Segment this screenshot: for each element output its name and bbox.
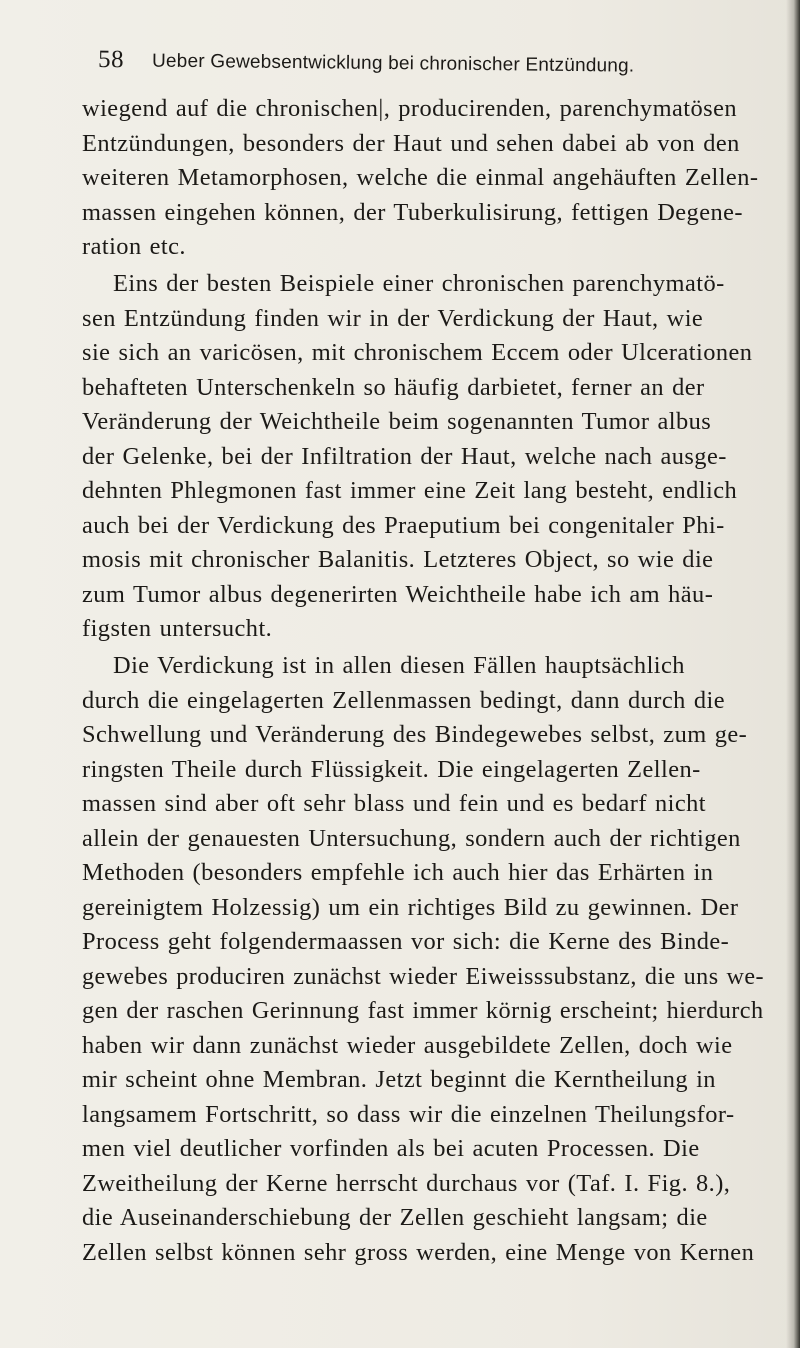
page-edge-shadow [786,0,800,1348]
text-line: der Gelenke, bei der Infiltration der Haut, welche nach ausge- [82,442,727,470]
text-line: Zellen selbst können sehr gross werden, eine Menge von Kernen [82,1238,755,1266]
text-line: durch die eingelagerten Zellenmassen bedingt, dann durch die [82,686,725,714]
text-line: dehnten Phlegmonen fast immer eine Zeit lang besteht, endlich [82,477,738,504]
text-line: Zweitheilung der Kerne herrscht durchaus vor (Taf. I. Fig. 8.), [82,1169,731,1197]
text-line: Process geht folgendermaassen vor sich: die Kerne des Binde- [82,928,730,955]
text-line: allein der genauesten Untersuchung, sondern auch der richtigen [82,824,741,852]
text-line: wiegend auf die chronischen|, producirenden, parenchymatösen [82,95,738,122]
text-line: gewebes produciren zunächst wieder Eiweisssubstanz, die uns we- [82,962,765,990]
text-line: gen der raschen Gerinnung fast immer körnig erscheint; hierdurch [82,997,764,1024]
text-line: figsten untersucht. [82,615,273,642]
text-line: men viel deutlicher vorfinden als bei acuten Processen. Die [82,1135,700,1162]
text-line: gereinigtem Holzessig) um ein richtiges Bild zu gewinnen. Der [82,893,739,921]
text-line: sie sich an varicösen, mit chronischem Eccem oder Ulcerationen [82,339,753,366]
text-line: massen sind aber oft sehr blass und fein und es bedarf nicht [82,790,706,817]
text-line: ration etc. [82,233,186,260]
text-line: sen Entzündung finden wir in der Verdickung der Haut, wie [82,304,704,332]
text-line: langsamem Fortschritt, so dass wir die einzelnen Theilungsfor- [82,1100,735,1128]
text-line: mosis mit chronischer Balanitis. Letzteres Object, so wie die [82,546,714,573]
text-line: behafteten Unterschenkeln so häufig darbietet, ferner an der [82,373,705,401]
text-line: die Auseinanderschiebung der Zellen geschieht langsam; die [82,1204,708,1231]
text-line: Entzündungen, besonders der Haut und sehen dabei ab von den [82,129,740,157]
text-line: Methoden (besonders empfehle ich auch hier das Erhärten in [82,859,714,886]
text-line: Eins der besten Beispiele einer chronischen parenchymatö- [113,270,725,297]
page-header [98,46,718,92]
page-number: 58 [97,46,125,74]
text-line: massen eingehen können, der Tuberkulisirung, fettigen Degene- [82,198,743,226]
text-line: Die Verdickung ist in allen diesen Fällen hauptsächlich [113,652,685,679]
running-title: Ueber Gewebsentwicklung bei chronischer Entzündung. [151,50,635,77]
text-line: ringsten Theile durch Flüssigkeit. Die eingelagerten Zellen- [82,755,701,783]
text-line: zum Tumor albus degenerirten Weichtheile habe ich am häu- [82,580,714,608]
text-line: weiteren Metamorphosen, welche die einmal angehäuften Zellen- [82,164,759,191]
text-line: Veränderung der Weichtheile beim sogenannten Tumor albus [82,408,712,435]
text-line: mir scheint ohne Membran. Jetzt beginnt die Kerntheilung in [82,1066,716,1093]
text-line: Schwellung und Veränderung des Bindegewebes selbst, zum ge- [82,721,748,748]
text-line: auch bei der Verdickung des Praeputium bei congenitaler Phi- [82,511,725,539]
text-line: haben wir dann zunächst wieder ausgebildete Zellen, doch wie [82,1031,733,1059]
